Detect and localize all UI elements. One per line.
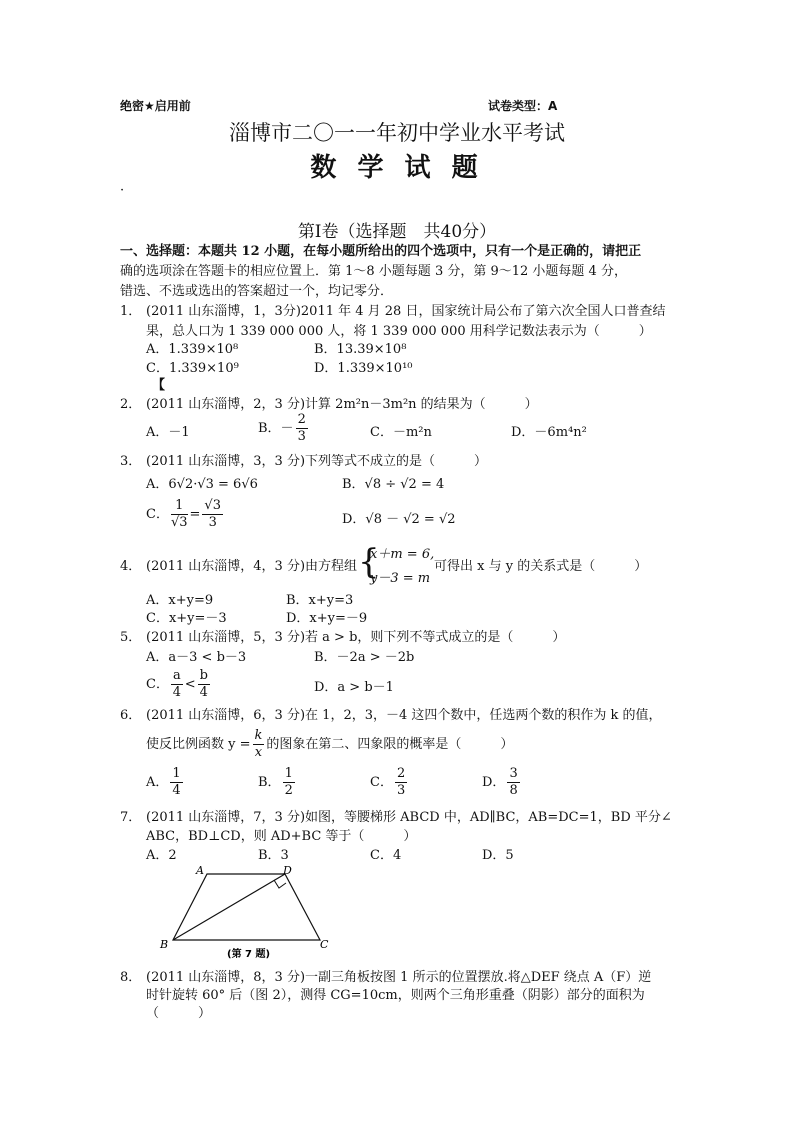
subject-title: 数 学 试 题 <box>310 153 484 183</box>
q6-func-den: x <box>254 745 263 760</box>
q3-option-c <box>146 498 225 531</box>
q4-eq-2: y－3 = m <box>370 571 431 586</box>
q3-number: 3． <box>120 454 142 469</box>
q2-option-d: D．－6m⁴n² <box>511 425 587 440</box>
q6-option-b <box>258 766 297 799</box>
q6-a-frac <box>170 766 182 799</box>
paper-type-label: 试卷类型：A <box>488 99 558 113</box>
exam-title: 淄博市二〇一一年初中学业水平考试 <box>229 121 565 145</box>
q7-option-a: A．2 <box>146 848 177 863</box>
q7-option-c: C．4 <box>370 848 402 863</box>
q5-c-frac-left <box>171 668 183 701</box>
q1-text-2: 果，总人口为 1 339 000 000 人，将 1 339 000 000 用科学记数法表示为（ ） <box>146 324 652 339</box>
q3-option-d: D．√8 － √2 = √2 <box>342 512 456 527</box>
q6-d-num: 3 <box>509 766 518 781</box>
q7-trapezoid-figure <box>150 862 340 962</box>
q6-a-num: 1 <box>172 766 181 781</box>
q6-text-2 <box>146 728 513 761</box>
q2-b-num: 2 <box>297 412 306 427</box>
q5-option-b: B．－2a > －2b <box>314 650 415 665</box>
q3-c-frac-right <box>202 498 223 531</box>
intro-line-2: 确的选项涂在答题卡的相应位置上．第 1～8 小题每题 3 分，第 9～12 小题每题 4 分， <box>120 264 627 279</box>
q4-option-d: D．x+y=－9 <box>286 611 368 626</box>
q5-option-a: A．a－3 < b－3 <box>146 650 247 665</box>
q6-c-prefix: C． <box>370 775 393 790</box>
figure-caption: (第 7 题) <box>227 949 271 960</box>
q6-func-frac <box>253 728 265 761</box>
q1-option-a: A．1.339×10⁸ <box>146 342 239 357</box>
q3-text: (2011 山东淄博，3，3 分)下列等式不成立的是（ ） <box>146 454 488 469</box>
q2-text: (2011 山东淄博，2，3 分)计算 2m²n－3m²n 的结果为（ ） <box>146 397 538 412</box>
q6-b-den: 2 <box>284 783 293 798</box>
q5-text: (2011 山东淄博，5，3 分)若 a > b，则下列不等式成立的是（ ） <box>146 630 566 645</box>
confidential-label: 绝密★启用前 <box>120 99 191 113</box>
q6-func-post: 的图象在第二、四象限的概率是（ ） <box>266 737 514 752</box>
q7-text-1: (2011 山东淄博，7，3 分)如图，等腰梯形 ABCD 中，AD∥BC，AB=DC=1，BD 平分∠ <box>146 810 672 825</box>
q2-b-den: 3 <box>297 429 306 444</box>
q6-b-prefix: B． <box>258 775 281 790</box>
q6-a-den: 4 <box>172 783 181 798</box>
q4-brace: { <box>358 542 380 582</box>
q6-option-c <box>370 766 409 799</box>
q4-number: 4． <box>120 559 142 574</box>
q5-option-d: D．a > b－1 <box>314 680 394 695</box>
q6-c-num: 2 <box>396 766 406 781</box>
q1-number: 1． <box>120 304 142 319</box>
q1-option-c: C．1.339×10⁹ <box>146 361 239 376</box>
q5-c-den-right: 4 <box>199 685 208 700</box>
q6-d-den: 8 <box>509 783 518 798</box>
label-a: A <box>196 864 204 877</box>
q5-c-frac-right <box>198 668 210 701</box>
q6-option-a <box>146 766 185 799</box>
q4-option-b: B．x+y=3 <box>286 593 354 608</box>
q8-text-3: （ ） <box>146 1006 212 1021</box>
q6-number: 6． <box>120 708 142 723</box>
q7-option-d: D．5 <box>482 848 514 863</box>
q2-option-c: C．－m²n <box>370 425 432 440</box>
q7-option-b: B．3 <box>258 848 289 863</box>
right-angle-mark <box>274 880 286 888</box>
q6-d-prefix: D． <box>482 775 506 790</box>
label-b: B <box>160 938 169 951</box>
q5-c-den-left: 4 <box>172 685 181 700</box>
label-c: C <box>320 938 329 951</box>
q8-number: 8． <box>120 970 142 985</box>
q5-c-op: < <box>184 677 196 692</box>
q4-text-pre: (2011 山东淄博，4，3 分)由方程组 <box>146 559 358 574</box>
intro-line-3: 错选、不选或选出的答案超过一个，均记零分． <box>120 284 394 299</box>
q5-c-num-right: b <box>199 668 208 683</box>
q7-number: 7． <box>120 810 142 825</box>
stray-dot: · <box>120 183 125 198</box>
q6-text-1: (2011 山东淄博，6，3 分)在 1，2，3，－4 这四个数中，任选两个数的积作为 k 的值， <box>146 708 662 723</box>
q4-eq-1: x＋m = 6, <box>370 547 435 562</box>
q1-text-1: (2011 山东淄博，1，3分)2011 年 4 月 28 日，国家统计局公布了第六次全国人口普查结 <box>146 304 666 319</box>
q3-c-equals: = <box>189 507 201 522</box>
q1-option-b: B．13.39×10⁸ <box>314 342 407 357</box>
q5-c-prefix: C． <box>146 677 169 692</box>
q6-func-num: k <box>254 728 263 743</box>
q7-text-2: ABC，BD⊥CD，则 AD+BC 等于（ ） <box>146 829 417 844</box>
q1-option-d: D．1.339×10¹⁰ <box>314 361 413 376</box>
q6-d-frac <box>507 766 519 799</box>
q6-func-pre: 使反比例函数 y = <box>146 737 251 752</box>
q6-b-frac <box>283 766 295 799</box>
trapezoid-outline <box>173 874 320 940</box>
intro-line-1: 一、选择题：本题共 12 小题，在每小题所给出的四个选项中，只有一个是正确的，请把正 <box>120 244 642 259</box>
q1-bracket-mark: 【 <box>152 378 166 393</box>
q2-option-b <box>258 412 310 445</box>
q4-text-post: 可得出 x 与 y 的关系式是（ ） <box>434 559 648 574</box>
q6-a-prefix: A． <box>146 775 169 790</box>
q5-c-num-left: a <box>172 668 181 683</box>
q3-c-num-left: 1 <box>171 498 188 515</box>
q2-option-a: A．－1 <box>146 425 190 440</box>
q3-c-den-left: √3 <box>170 515 188 530</box>
section-title: 第Ⅰ卷（选择题 共40分） <box>297 222 497 242</box>
q4-option-a: A．x+y=9 <box>146 593 214 608</box>
q3-c-prefix: C． <box>146 507 169 522</box>
q2-b-fraction <box>296 412 308 445</box>
q6-c-den: 3 <box>396 783 406 798</box>
q4-option-c: C．x+y=－3 <box>146 611 227 626</box>
q3-c-num-right: √3 <box>204 498 221 513</box>
q2-b-prefix: B．－ <box>258 421 294 436</box>
q5-number: 5． <box>120 630 142 645</box>
q3-option-a: A．6√2·√3 = 6√6 <box>146 477 258 492</box>
q6-c-frac <box>395 766 407 799</box>
q8-text-1: (2011 山东淄博，8，3 分)一副三角板按图 1 所示的位置摆放.将△DEF 绕点 A（F）逆 <box>146 970 652 985</box>
q2-number: 2． <box>120 397 142 412</box>
q6-b-num: 1 <box>284 766 293 781</box>
q3-c-frac-left <box>171 498 188 531</box>
q8-text-2: 时针旋转 60° 后（图 2），测得 CG=10cm，则两个三角形重叠（阴影）部分的面积为 <box>146 988 645 1003</box>
q3-c-den-right: 3 <box>208 515 217 530</box>
label-d: D <box>283 864 292 877</box>
q6-option-d <box>482 766 522 799</box>
q3-option-b: B．√8 ÷ √2 = 4 <box>342 477 445 492</box>
q5-option-c <box>146 668 212 701</box>
